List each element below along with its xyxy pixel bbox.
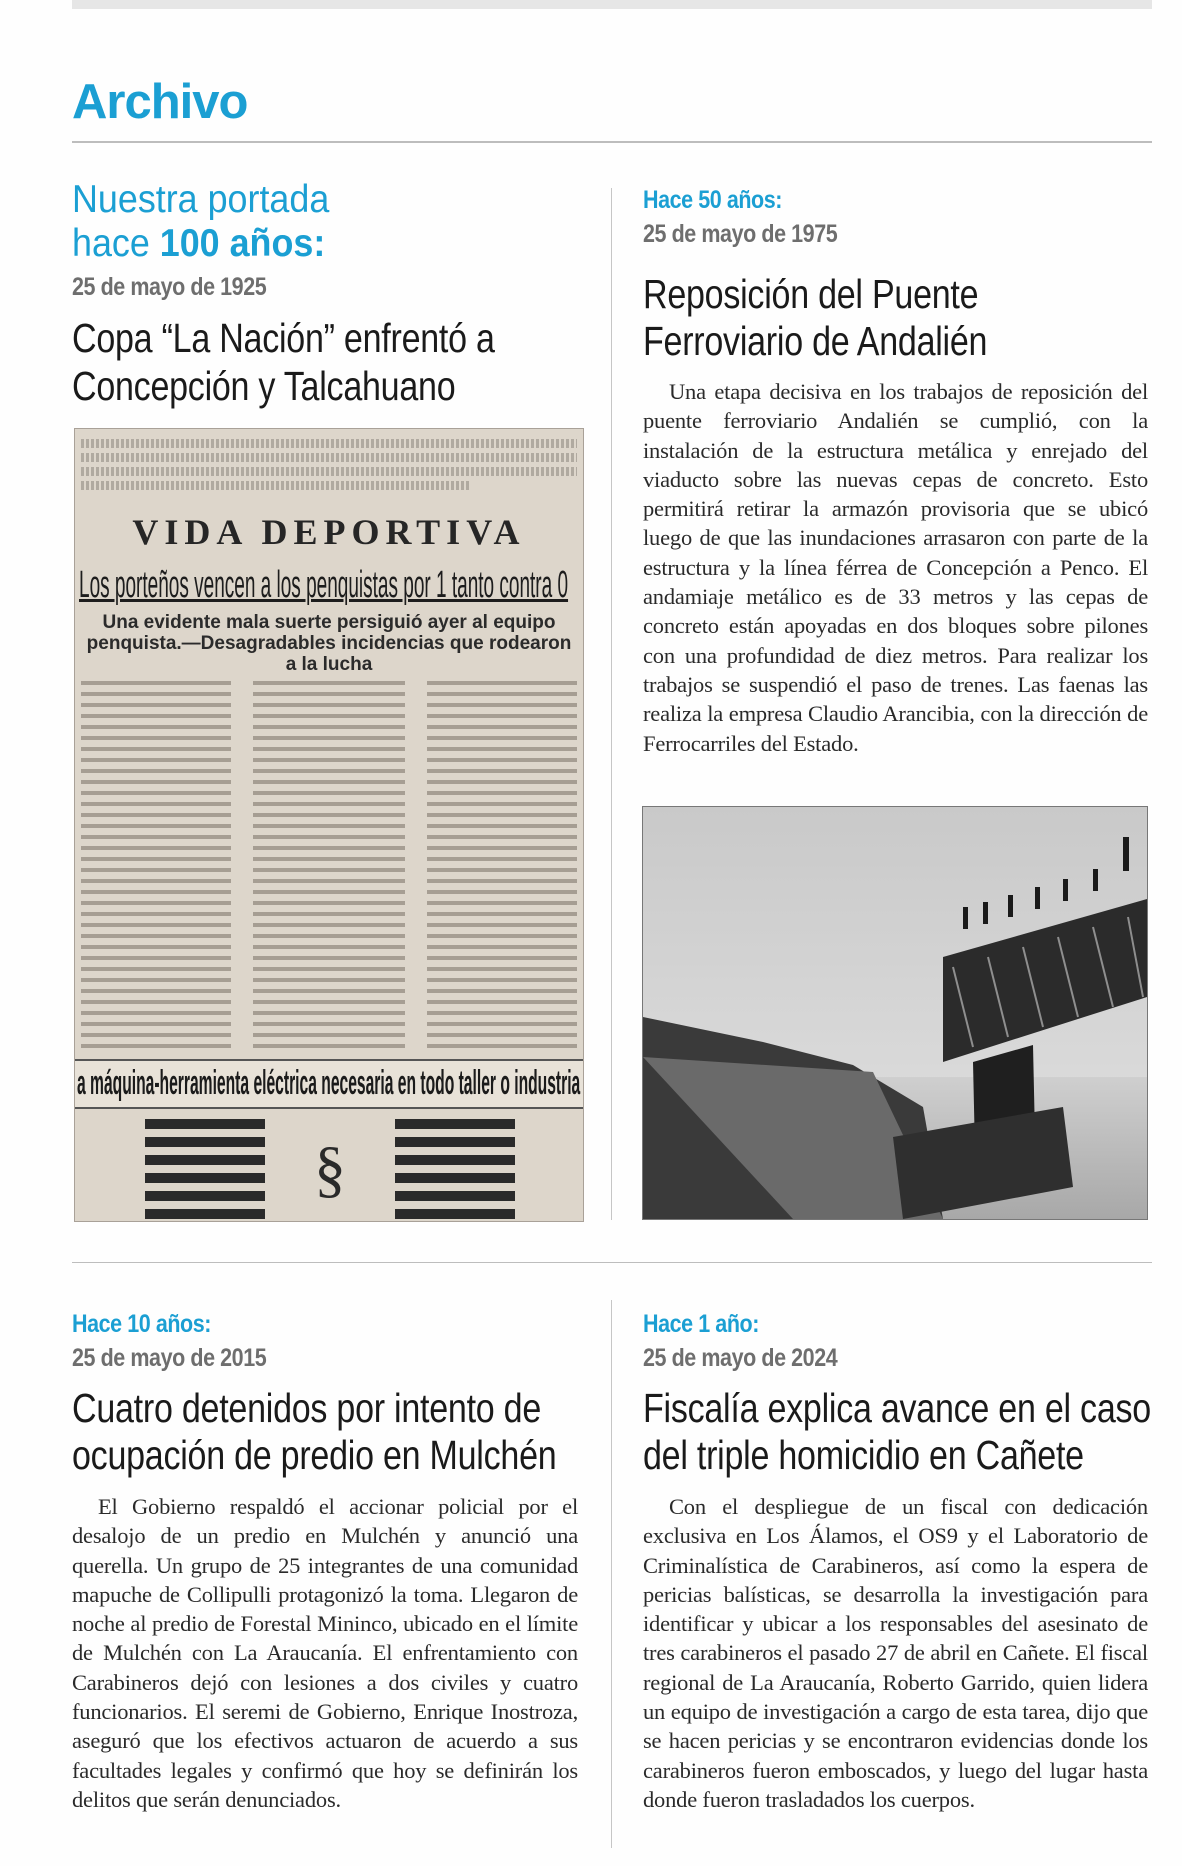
headline-2024-line-1: Fiscalía explica avance en el caso [643, 1385, 1151, 1431]
headline-1975-line-1: Reposición del Puente [643, 271, 979, 317]
worker [1063, 879, 1068, 901]
row-divider [72, 1262, 1152, 1263]
section-rule [72, 141, 1152, 143]
headline-1925-line-1: Copa “La Nación” enfrentó a [72, 315, 495, 361]
kicker-line-2 [72, 222, 329, 266]
clipping-headline: Los porteños vencen a los penquistas por 1 tanto contra 0 [79, 564, 569, 606]
headline-2015-line-1: Cuatro detenidos por intento de [72, 1385, 542, 1431]
headline-1925-line-2: Concepción y Talcahuano [72, 363, 456, 409]
headline-2024-line-2: del triple homicidio en Cañete [643, 1432, 1084, 1478]
clipping-text-line [81, 481, 471, 490]
date-2015: 25 de mayo de 2015 [72, 1344, 267, 1372]
column-divider-bottom [611, 1300, 612, 1848]
date-1925: 25 de mayo de 1925 [72, 273, 267, 301]
clipping-text-line [81, 467, 577, 476]
clipping-logo-icon: § [314, 1133, 346, 1204]
date-2024: 25 de mayo de 2024 [643, 1344, 838, 1372]
newspaper-clipping [74, 428, 584, 1222]
article-body-2024: Con el despliegue de un fiscal con dedicación exclusiva en Los Álamos, el OS9 y el Laboratorio de Criminalística de Carabineros, así como la espera de pericias balísticas, se desarrolla la investigación para identificar y ubicar a los responsables del asesinato de tres carabineros el pasado 27 de abril en Cañete. El fiscal regional de La Araucanía, Roberto Garrido, quien lidera un equipo de investigación a cargo de esta tarea, dijo que se hacen pericias y se encontraron evidencias donde los carabineros fueron emboscados, y luego del lugar hasta donde fueron trasladados los cuerpos. [643, 1494, 1148, 1812]
clipping-ad-box [145, 1119, 515, 1219]
clipping-ad-band [75, 1059, 583, 1109]
worker [1123, 837, 1129, 871]
clipping-text-line [81, 453, 577, 462]
bridge-photo-svg [643, 807, 1147, 1219]
clipping-text-line [81, 439, 577, 448]
column-divider-top [611, 188, 612, 1220]
bridge-photo [642, 806, 1148, 1220]
worker [1093, 869, 1098, 891]
kicker-line-1: Nuestra portada [72, 178, 330, 221]
kicker-50-years: Hace 50 años: [643, 186, 783, 214]
worker [983, 902, 988, 924]
kicker-prefix: hace [72, 222, 160, 265]
clipping-section-title: VIDA DEPORTIVA [132, 512, 526, 552]
clipping-subhead: Una evidente mala suerte persiguió ayer al equipo penquista.—Desagradables incidencias que rodearon a la lucha [86, 612, 572, 675]
article-body-1975: Una etapa decisiva en los trabajos de reposición del puente ferroviario Andalién se cumplió, con la instalación de la estructura metálica y enrejado del viaducto sobre las nuevas cepas de concreto. Esto permitirá retirar la armazón provisoria que se ubicó luego de que las inundaciones arrasaron con parte de la estructura y la línea férrea de Concepción a Penco. El andamiaje metálico es de 33 metros y las cepas de concreto están apoyadas en dos bloques sobre pilones con una profundidad de diez metros. Para realizar los trabajos se suspendió el paso de trenes. Las faenas las realiza la empresa Claudio Arancibia, con la dirección de Ferrocarriles del Estado. [643, 379, 1148, 756]
top-bar [72, 0, 1152, 9]
clipping-ad-text: a máquina-herramienta eléctrica necesaria en todo taller o industria [77, 1064, 581, 1102]
worker [963, 907, 968, 929]
headline-1975-line-2: Ferroviario de Andalién [643, 318, 988, 364]
date-1975: 25 de mayo de 1975 [643, 220, 838, 248]
clipping-columns [81, 681, 577, 1051]
clipping-ad-panel [265, 1119, 395, 1219]
kicker-10-years: Hace 10 años: [72, 1310, 212, 1338]
headline-2015-line-2: ocupación de predio en Mulchén [72, 1432, 557, 1478]
kicker-1-year: Hace 1 año: [643, 1310, 759, 1338]
article-body-2015: El Gobierno respaldó el accionar policial por el desalojo de un predio en Mulchén y anunció una querella. Un grupo de 25 integrantes de una comunidad mapuche de Collipulli protagonizó la toma. Llegaron de noche al predio de Forestal Mininco, ubicado en el límite de Mulchén con La Araucanía. El enfrentamiento con Carabineros dejó con lesiones a dos civiles y cuatro funcionarios. El seremi de Gobierno, Enrique Inostroza, aseguró que los efectivos actuaron de acuerdo a sus facultades legales y confirmó que hoy se definirán los delitos que serán denunciados. [72, 1494, 578, 1812]
section-title: Archivo [72, 75, 248, 129]
kicker-emphasis: 100 años: [159, 222, 326, 265]
kicker-100-years [72, 178, 329, 266]
worker [1035, 887, 1040, 909]
worker [1008, 895, 1013, 917]
